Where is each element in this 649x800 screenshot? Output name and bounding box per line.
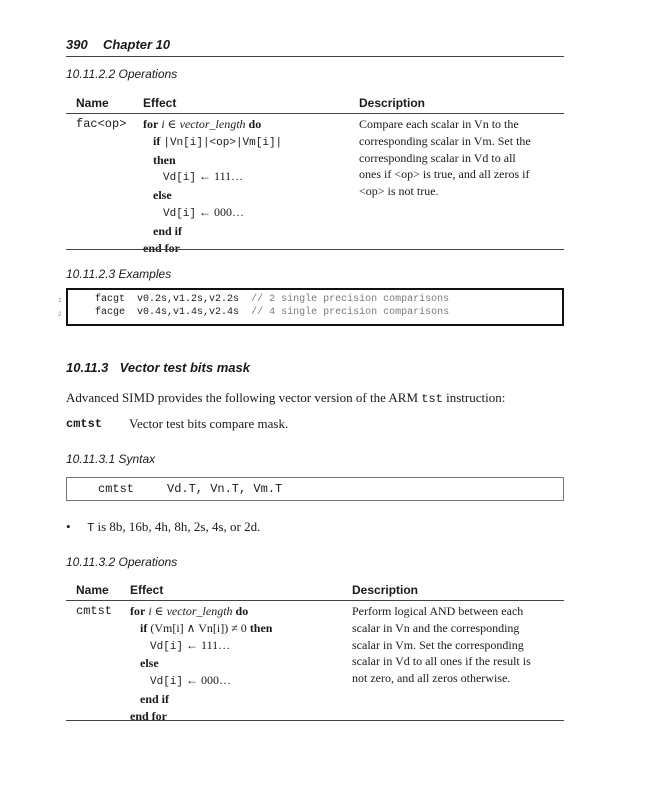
- section-heading-syntax: [66, 452, 155, 466]
- section-number: 10.11.2.2: [66, 67, 116, 81]
- section-heading-examples: [66, 267, 171, 281]
- section-title: Operations: [118, 67, 178, 81]
- chapter-label: Chapter 10: [102, 37, 171, 52]
- line-number: 1: [58, 297, 62, 304]
- section-heading-operations-1: [66, 67, 177, 81]
- table2-header-rule: [66, 600, 564, 601]
- table2-header-description: Description: [352, 583, 419, 597]
- table1-header-description: Description: [359, 96, 426, 110]
- table1-description-cell: [359, 116, 564, 200]
- syntax-operands: Vd.T, Vn.T, Vm.T: [167, 482, 283, 496]
- effect-line: for i ∈ vector_length do: [130, 604, 249, 618]
- effect-line: Vd[i] ← 000…: [163, 204, 245, 220]
- effect-line: end if: [153, 223, 183, 238]
- table1-header-rule: [66, 113, 564, 114]
- effect-line: Vd[i] ← 111…: [163, 169, 244, 185]
- section-title: Examples: [118, 267, 172, 281]
- cmtst-definition: Vector test bits compare mask.: [129, 416, 289, 431]
- section-heading-vector-test: [66, 360, 250, 375]
- table1-name-cell: fac<op>: [76, 117, 127, 131]
- section-number: 10.11.2.3: [66, 267, 116, 281]
- effect-line: if (Vm[i] ∧ Vn[i]) ≠ 0 then: [140, 620, 273, 635]
- effect-line: for i ∈ vector_length do: [143, 117, 262, 131]
- table1-header-name: Name: [76, 96, 109, 110]
- effect-line: else: [140, 656, 159, 671]
- effect-line: Vd[i] ← 111…: [150, 637, 231, 653]
- description-line: scalar in Vd to all ones if the result is: [352, 654, 531, 669]
- description-line: Compare each scalar in Vn to the: [359, 117, 519, 131]
- description-line: ones if <op> is true, and all zeros if: [359, 167, 530, 182]
- section-number: 10.11.3.1: [66, 452, 116, 466]
- effect-line: Vd[i] ← 000…: [150, 673, 232, 689]
- effect-line: if |Vn[i]|<op>|Vm[i]|: [153, 133, 283, 149]
- table2-effect-cell: [130, 603, 272, 725]
- bullet-item: • T is 8b, 16b, 4h, 8h, 2s, 4s, or 2d.: [66, 519, 261, 535]
- code-line: facge v0.4s,v1.4s,v2.4s // 4 single precision comparisons: [95, 307, 450, 318]
- section-title: Vector test bits mask: [119, 360, 250, 375]
- running-header: [66, 37, 170, 52]
- effect-line: end for: [130, 708, 167, 723]
- section-heading-operations-2: [66, 555, 177, 569]
- bullet-icon: •: [66, 519, 71, 534]
- header-rule: [66, 56, 564, 57]
- section-number: 10.11.3.2: [66, 555, 116, 569]
- description-line: scalar in Vm. Set the corresponding: [352, 637, 524, 652]
- description-line: not zero, and all zeros otherwise.: [352, 671, 511, 686]
- description-line: corresponding scalar in Vd to all: [359, 150, 516, 165]
- page-number: 390: [66, 37, 88, 52]
- table2-header-effect: Effect: [130, 583, 164, 597]
- section-number: 10.11.3: [66, 360, 109, 375]
- effect-line: end if: [140, 691, 170, 706]
- section-title: Operations: [118, 555, 178, 569]
- table2-bottom-rule: [66, 720, 564, 721]
- effect-line: then: [153, 152, 176, 167]
- table1-header-effect: Effect: [143, 96, 177, 110]
- line-number: 2: [58, 311, 62, 318]
- cmtst-term: cmtst: [66, 417, 103, 431]
- syntax-mnemonic: cmtst: [98, 482, 135, 496]
- table1-effect-cell: [143, 116, 282, 256]
- description-line: <op> is not true.: [359, 184, 439, 199]
- code-listing: [95, 293, 449, 319]
- table1-bottom-rule: [66, 249, 564, 250]
- section-title: Syntax: [118, 452, 156, 466]
- code-line: facgt v0.2s,v1.2s,v2.2s // 2 single precision comparisons: [95, 294, 450, 305]
- description-line: corresponding scalar in Vm. Set the: [359, 133, 531, 148]
- effect-line: end for: [143, 240, 180, 255]
- intro-paragraph: Advanced SIMD provides the following vector version of the ARM tst instruction:: [66, 390, 506, 406]
- description-line: Perform logical AND between each: [352, 604, 524, 618]
- table2-description-cell: [352, 603, 564, 687]
- table2-name-cell: cmtst: [76, 604, 113, 618]
- syntax-box: [66, 477, 564, 501]
- table2-header-name: Name: [76, 583, 109, 597]
- description-line: scalar in Vn and the corresponding: [352, 620, 520, 635]
- effect-line: else: [153, 188, 172, 203]
